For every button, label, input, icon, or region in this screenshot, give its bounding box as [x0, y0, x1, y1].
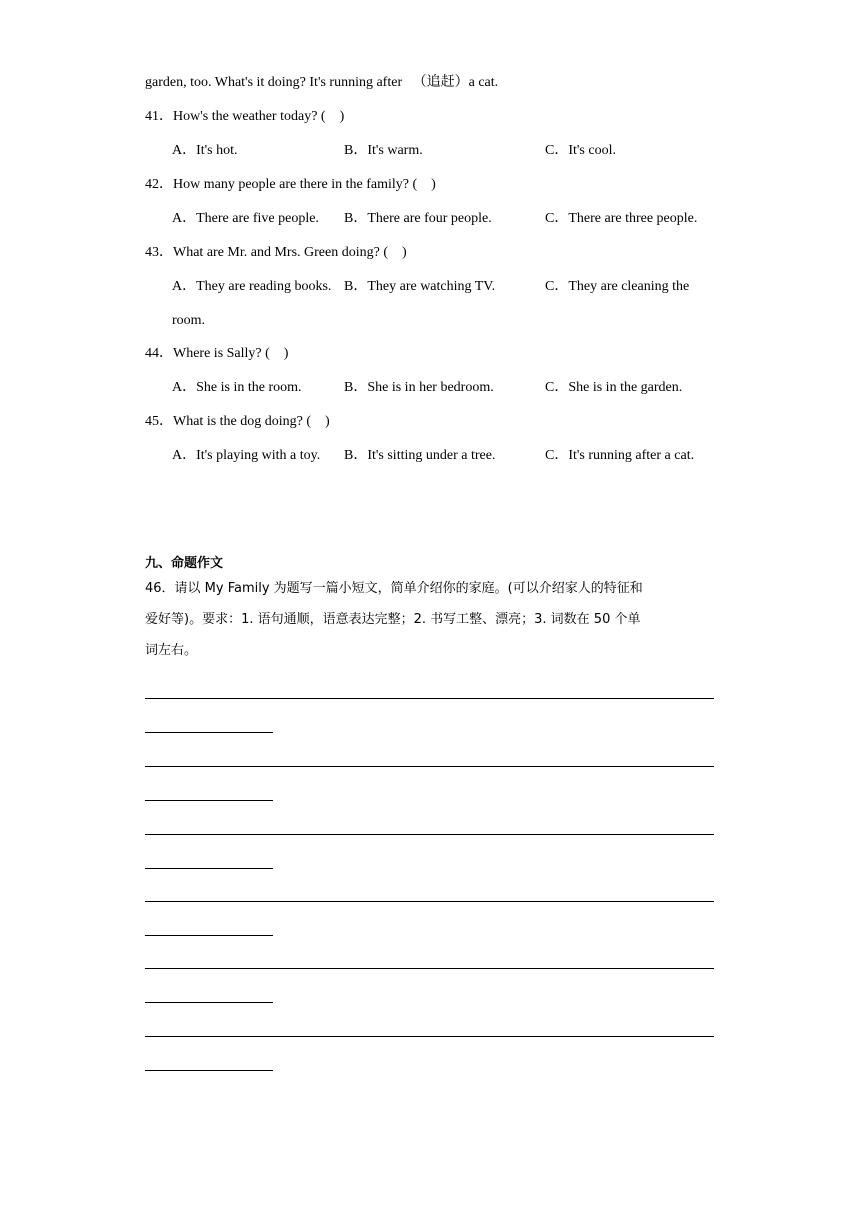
writing-line-short[interactable]: [145, 935, 273, 936]
question-44-option-c[interactable]: C．She is in the garden.: [545, 380, 683, 395]
question-43-option-b[interactable]: B．They are watching TV.: [344, 279, 496, 294]
writing-line-short[interactable]: [145, 1002, 273, 1003]
question-43-stem: 43．What are Mr. and Mrs. Green doing? ( ): [145, 245, 407, 260]
prompt-line-3: 词左右。: [145, 643, 198, 658]
question-41-option-b[interactable]: B．It's warm.: [344, 143, 423, 158]
writing-line-short[interactable]: [145, 1070, 273, 1071]
writing-line[interactable]: [145, 968, 714, 969]
question-41-option-c[interactable]: C．It's cool.: [545, 143, 616, 158]
writing-line[interactable]: [145, 1036, 714, 1037]
question-44-stem: 44．Where is Sally? ( ): [145, 346, 289, 361]
question-43-option-c[interactable]: C．They are cleaning the: [545, 279, 690, 294]
question-42-option-b[interactable]: B．There are four people.: [344, 211, 492, 226]
question-42-option-a[interactable]: A．There are five people.: [172, 211, 319, 226]
prompt-line-1: 46．请以 My Family 为题写一篇小短文，简单介绍你的家庭。(可以介绍家人的特征和: [145, 581, 643, 596]
question-45-stem: 45．What is the dog doing? ( ): [145, 414, 330, 429]
writing-line[interactable]: [145, 766, 714, 767]
passage-tail: garden, too. What's it doing? It's running after （追赶）a cat.: [145, 75, 499, 90]
writing-line[interactable]: [145, 834, 714, 835]
writing-line-short[interactable]: [145, 800, 273, 801]
question-44-option-a[interactable]: A．She is in the room.: [172, 380, 302, 395]
question-45-option-b[interactable]: B．It's sitting under a tree.: [344, 448, 496, 463]
writing-line[interactable]: [145, 698, 714, 699]
section-title: 九、命题作文: [145, 556, 224, 571]
question-45-option-a[interactable]: A．It's playing with a toy.: [172, 448, 321, 463]
prompt-line-2: 爱好等)。要求：1. 语句通顺，语意表达完整；2. 书写工整、漂亮；3. 词数在 50 个单: [145, 612, 641, 627]
writing-line-short[interactable]: [145, 732, 273, 733]
question-41-stem: 41．How's the weather today? ( ): [145, 109, 345, 124]
question-42-stem: 42．How many people are there in the family? ( ): [145, 177, 436, 192]
writing-line-short[interactable]: [145, 868, 273, 869]
composition-prompt: [145, 580, 715, 673]
question-45-option-c[interactable]: C．It's running after a cat.: [545, 448, 695, 463]
question-44-option-b[interactable]: B．She is in her bedroom.: [344, 380, 494, 395]
question-43-option-a[interactable]: A．They are reading books.: [172, 279, 332, 294]
writing-line[interactable]: [145, 901, 714, 902]
question-41-option-a[interactable]: A．It's hot.: [172, 143, 238, 158]
question-43-option-c-continued: room.: [172, 313, 206, 328]
question-42-option-c[interactable]: C．There are three people.: [545, 211, 698, 226]
